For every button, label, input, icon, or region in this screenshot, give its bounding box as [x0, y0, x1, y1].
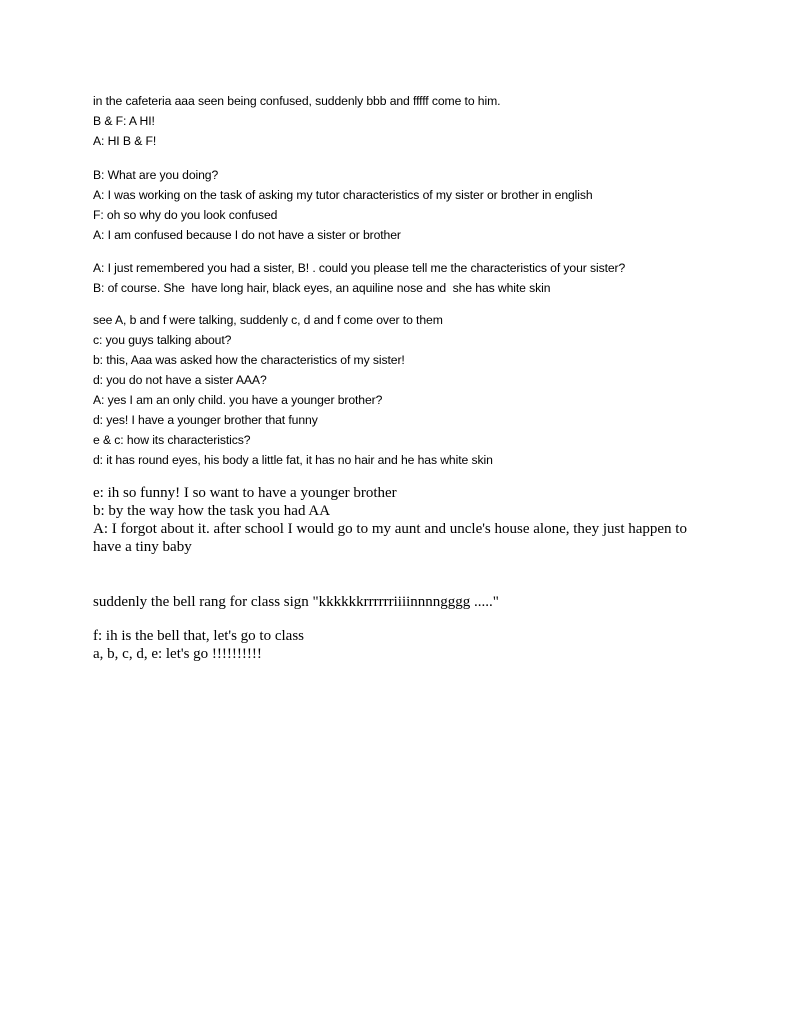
text-line: b: this, Aaa was asked how the characteristics of my sister!	[93, 353, 405, 367]
text-line: B: of course. She have long hair, black eyes, an aquiline nose and she has white skin	[93, 281, 551, 295]
text-line: a, b, c, d, e: let's go !!!!!!!!!!	[93, 646, 262, 662]
text-line: d: it has round eyes, his body a little fat, it has no hair and he has white skin	[93, 453, 493, 467]
paragraph-brother	[93, 310, 713, 470]
text-line: A: I am confused because I do not have a sister or brother	[93, 228, 401, 242]
paragraph-funny	[93, 484, 703, 556]
paragraph-intro	[93, 91, 713, 151]
text-line: e: ih so funny! I so want to have a younger brother	[93, 485, 397, 501]
text-line: F: oh so why do you look confused	[93, 208, 278, 222]
text-line: suddenly the bell rang for class sign "kkkkkkrrrrrriiiinnnngggg ....."	[93, 594, 499, 610]
text-line: f: ih is the bell that, let's go to class	[93, 628, 305, 644]
text-line: A: HI B & F!	[93, 134, 157, 148]
text-line: d: yes! I have a younger brother that funny	[93, 413, 318, 427]
paragraph-ending	[93, 627, 713, 663]
text-line: d: you do not have a sister AAA?	[93, 373, 267, 387]
text-line: A: I just remembered you had a sister, B! . could you please tell me the characteristics of your sister?	[93, 261, 626, 275]
text-line: in the cafeteria aaa seen being confused, suddenly bbb and fffff come to him.	[93, 94, 501, 108]
text-line: A: I was working on the task of asking my tutor characteristics of my sister or brother in english	[93, 188, 593, 202]
paragraph-task	[93, 165, 713, 245]
text-line: see A, b and f were talking, suddenly c, d and f come over to them	[93, 313, 443, 327]
paragraph-sister	[93, 258, 713, 298]
paragraph-bell	[93, 593, 713, 611]
text-line: e & c: how its characteristics?	[93, 433, 251, 447]
text-line: B: What are you doing?	[93, 168, 219, 182]
text-line: b: by the way how the task you had AA	[93, 503, 331, 519]
text-line: c: you guys talking about?	[93, 333, 232, 347]
text-line: A: I forgot about it. after school I would go to my aunt and uncle's house alone, they just happen to have a tiny baby	[93, 521, 687, 555]
text-line: B & F: A HI!	[93, 114, 155, 128]
text-line: A: yes I am an only child. you have a younger brother?	[93, 393, 383, 407]
